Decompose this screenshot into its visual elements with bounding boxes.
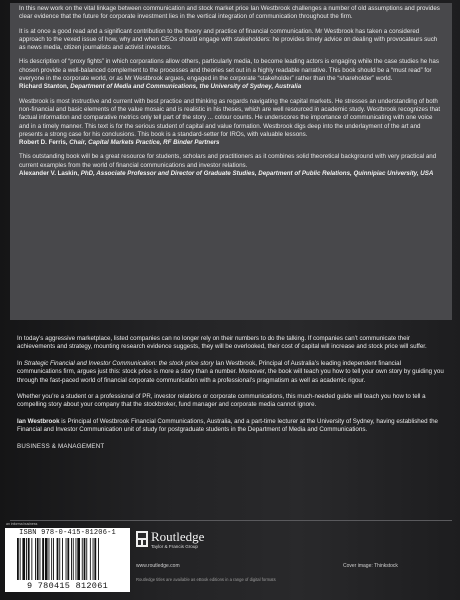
reviewer-name: Richard Stanton, — [19, 83, 69, 91]
review-text: In this new work on the vital linkage between communication and stock market price Ian Westbrook challenges a number of old assumptions and provides clear evidence that the future for corporate investment lies in the vertical integration of communication throughout the firm. — [19, 5, 440, 21]
author-bio — [17, 418, 445, 435]
publisher-name: Routledge — [151, 529, 205, 544]
reviewer-affiliation: Department of Media and Communications, the University of Sydney, Australia — [70, 83, 302, 91]
reviewer-name: Robert D. Ferris, — [19, 139, 68, 147]
review-attribution — [19, 170, 443, 178]
description-paragraph: In today’s aggressive marketplace, listed companies can no longer rely on their numbers to do the talking. If companies can’t communicate their achievements and strategy, mounting research evidence suggests, they will be overlooked, their cost of capital will increase and stock price will suffer. — [17, 335, 427, 351]
reviewer-name: Alexander V. Laskin, — [19, 170, 79, 178]
reviews-panel — [10, 3, 452, 320]
author-name: Ian Westbrook — [17, 417, 60, 425]
book-description — [10, 325, 452, 451]
description-rest: Ian Westbrook, Principal of Australia’s leading independent financial communications firm, argues just this: stock price is more a story than a number. Moreover, the book will teach you how to tell your own story by guiding you through the fast-paced world of financial corporate communication with a professional’s pragmatism as well as academic rigour. — [17, 359, 444, 384]
reviewer-affiliation: PhD, Associate Professor and Director of Graduate Studies, Department of Public Relations, Quinnipiac University, USA — [80, 170, 434, 178]
review-attribution — [19, 83, 443, 91]
barcode — [5, 528, 130, 592]
ebook-note: Routledge titles are available as eBook editions in a range of digital formats — [136, 577, 276, 582]
isbn-label: ISBN 978-0-415-81206-1 — [19, 529, 116, 537]
author-bio-text: is Principal of Westbrook Financial Communications, Australia, and a part-time lecturer at the University of Sydney, having established the Financial and Investor Communication unit of study for postgraduate students in the Department of Media and Communications. — [17, 417, 438, 434]
ean-digits: 9 780415 812061 — [26, 581, 108, 591]
routledge-logo-icon — [136, 531, 148, 547]
description-paragraph: Whether you’re a student or a professional of PR, investor relations or corporate communications, this much-needed guide will teach you how to tell a compelling story about your company that the stockbroker, fund manager and corporate media cannot ignore. — [17, 393, 426, 409]
informa-tagline: an informa business — [6, 522, 38, 526]
divider — [10, 520, 452, 521]
book-title: Strategic Financial and Investor Communication: the stock price story — [23, 359, 214, 367]
publisher-group: Taylor & Francis Group — [151, 544, 198, 549]
review-text: His description of “proxy fights” in which corporations allow others, particularly media, to become leading actors is engaging while the case studies he has chosen provide a well-balanced complement to the processes and theories set out in a highly readable narrative. This book should be a “must read” for everyone in the corporate world, or as Mr Westbrook argues, engaged in the corporate “stakeholder” rather than the “shareholder” world. — [19, 58, 439, 83]
subject-category: BUSINESS & MANAGEMENT — [17, 442, 105, 450]
barcode-bars — [17, 538, 125, 580]
reviewer-affiliation: Chair, Capital Markets Practice, RF Binder Partners — [69, 139, 220, 147]
description-paragraph — [17, 360, 445, 385]
description-prefix: In — [17, 359, 24, 367]
cover-credit: Cover image: Thinkstock — [343, 563, 398, 569]
publisher-url: www.routledge.com — [136, 563, 180, 569]
publisher-logo — [136, 529, 266, 565]
review-attribution — [19, 139, 443, 147]
review-text: It is at once a good read and a significant contribution to the theory and practice of financial communication. Mr Westbrook has taken a considered approach to the vexed issue of how, why and when CEOs should engage with stakeholders: he provides timely advice on dealing with provocateurs such as news media, citizen journalists and activist investors. — [19, 27, 438, 52]
review-text: Westbrook is most instructive and current with best practice and thinking as regards navigating the capital markets. He stresses an understanding of both non-financial and basic elements of the value mosaic and is realistic in his theses, which are well resourced in academic study. Westbrook recognizes that factual information and comparative metrics only tell part of the story ... colour counts. He underscores the importance of communicating with one voice and in a timely manner. This text is for the serious student of capital and value formation. Westbrook digs deep into the underlayment of the art and presents a strong case for his conclusions. This book is a standard-setter for IROs, with valuable lessons. — [19, 97, 441, 138]
review-text: This outstanding book will be a great resource for students, scholars and practitioners as it combines solid theoretical background with very practical and current examples from the world of financial communications and investor relations. — [19, 153, 437, 169]
